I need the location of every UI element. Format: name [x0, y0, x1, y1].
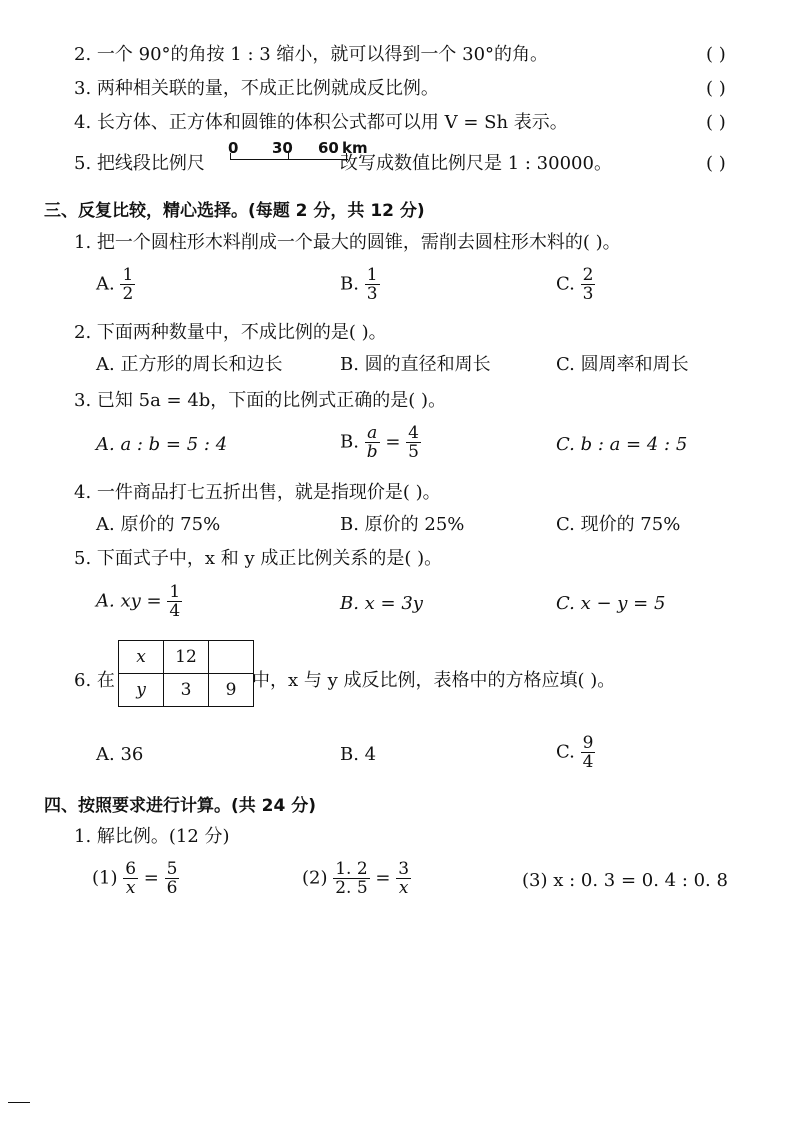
denominator: 2	[122, 284, 134, 304]
denominator: x	[125, 878, 136, 898]
scale-label: 0	[228, 139, 239, 157]
fraction	[365, 424, 380, 461]
denominator: 3	[582, 284, 594, 304]
item-number: 2.	[74, 44, 92, 65]
option-label: B.	[340, 431, 359, 453]
item-number: 4.	[74, 112, 92, 133]
table-cell: 12	[164, 641, 209, 674]
equation-1	[92, 860, 179, 897]
denominator: 2. 5	[335, 878, 368, 898]
question-4-stem: 4. 一件商品打七五折出售，就是指现价是( )。	[74, 482, 441, 503]
option-c[interactable]: C. 现价的 75%	[556, 514, 681, 535]
option-text: A. xy =	[96, 590, 162, 612]
fraction	[581, 734, 596, 771]
fraction	[581, 266, 596, 303]
judge-item-2	[74, 44, 548, 66]
denominator: 4	[169, 601, 181, 621]
numerator: a	[365, 424, 380, 443]
fraction	[120, 266, 135, 303]
numerator: 4	[408, 423, 419, 443]
table-cell: x	[119, 641, 164, 674]
option-a[interactable]: A. 正方形的周长和边长	[96, 354, 283, 375]
scale-unit: km	[342, 139, 368, 157]
equals-sign: =	[143, 867, 159, 889]
fraction	[167, 583, 182, 620]
table-cell: 3	[164, 674, 209, 707]
denominator: 6	[166, 878, 178, 898]
table-cell: y	[119, 674, 164, 707]
item-number: 3.	[74, 78, 92, 99]
option-label: C.	[556, 741, 575, 763]
fraction	[165, 860, 180, 897]
equation-label: (2)	[302, 867, 328, 889]
option-b[interactable]: B. 圆的直径和周长	[340, 354, 491, 375]
denominator: 5	[408, 442, 419, 462]
question-2-stem: 2. 下面两种数量中，不成比例的是( )。	[74, 322, 387, 343]
question-1-stem: 1. 把一个圆柱形木料削成一个最大的圆锥，需削去圆柱形木料的( )。	[74, 232, 621, 253]
option-b[interactable]	[340, 266, 380, 303]
option-label: A.	[96, 273, 115, 295]
denominator: x	[398, 878, 409, 898]
item-text-continued: 改写成数值比例尺是 1 : 30000。	[340, 153, 612, 174]
equals-sign: =	[375, 867, 391, 889]
judge-item-4	[74, 112, 568, 134]
option-a[interactable]: A. a : b = 5 : 4	[96, 434, 228, 455]
table-cell: 9	[209, 674, 254, 707]
scale-bar	[230, 159, 348, 160]
numerator: 6	[125, 859, 137, 879]
scale-tick	[230, 153, 231, 159]
fraction	[333, 860, 369, 897]
fraction	[406, 424, 421, 461]
denominator: 4	[582, 752, 594, 772]
page-mark	[8, 1102, 30, 1103]
fraction	[365, 266, 380, 303]
numerator: 9	[582, 733, 594, 753]
numerator: 1. 2	[335, 859, 368, 879]
option-c[interactable]: C. b : a = 4 : 5	[556, 434, 688, 455]
section-title: 三、反复比较，精心选择。(每题 2 分，共 12 分)	[44, 201, 425, 221]
fraction	[396, 860, 411, 897]
question-6-stem-post: 中，x 与 y 成反比例，表格中的方格应填( )。	[252, 670, 616, 691]
equation-2	[302, 860, 411, 897]
denominator: b	[366, 442, 378, 462]
judge-item-5	[74, 153, 205, 175]
option-b[interactable]	[340, 424, 421, 461]
option-c[interactable]: C. 圆周率和周长	[556, 354, 689, 375]
option-label: C.	[556, 273, 575, 295]
option-b[interactable]: B. 原价的 25%	[340, 514, 465, 535]
answer-blank[interactable]: ( )	[706, 112, 726, 133]
option-a[interactable]: A. 36	[96, 744, 144, 765]
numerator: 1	[366, 265, 378, 285]
item-number: 5.	[74, 153, 92, 174]
numerator: 5	[166, 859, 178, 879]
numerator: 2	[582, 265, 594, 285]
option-label: B.	[340, 273, 359, 295]
subsection-title: 1. 解比例。(12 分)	[74, 826, 230, 847]
item-text: 把线段比例尺	[96, 153, 205, 174]
item-text: 长方体、正方体和圆锥的体积公式都可以用 V = Sh 表示。	[96, 112, 568, 133]
section-title: 四、按照要求进行计算。(共 24 分)	[44, 796, 317, 816]
answer-blank[interactable]: ( )	[706, 78, 726, 99]
option-c[interactable]	[556, 266, 595, 303]
judge-item-3	[74, 78, 439, 100]
option-a[interactable]	[96, 266, 135, 303]
xy-table	[118, 640, 254, 707]
option-b[interactable]: B. 4	[340, 744, 377, 765]
equation-3: (3) x : 0. 3 = 0. 4 : 0. 8	[522, 870, 728, 891]
numerator: 1	[169, 582, 181, 602]
option-b[interactable]: B. x = 3y	[340, 593, 423, 614]
answer-blank[interactable]: ( )	[706, 44, 726, 65]
item-text: 一个 90°的角按 1 : 3 缩小，就可以得到一个 30°的角。	[96, 44, 549, 65]
option-a[interactable]	[96, 583, 182, 620]
option-c[interactable]: C. x − y = 5	[556, 593, 666, 614]
question-3-stem: 3. 已知 5a = 4b，下面的比例式正确的是( )。	[74, 390, 447, 411]
scale-tick	[288, 153, 289, 159]
option-c[interactable]	[556, 734, 595, 771]
question-5-stem: 5. 下面式子中，x 和 y 成正比例关系的是( )。	[74, 548, 443, 569]
option-a[interactable]: A. 原价的 75%	[96, 514, 221, 535]
numerator: 1	[122, 265, 134, 285]
scale-label: 60	[318, 139, 339, 157]
fraction	[123, 860, 138, 897]
scale-label: 30	[272, 139, 293, 157]
equation-label: (1)	[92, 867, 118, 889]
denominator: 3	[366, 284, 378, 304]
table-cell-blank[interactable]	[209, 641, 254, 674]
question-6-stem-pre: 6. 在	[74, 670, 115, 691]
numerator: 3	[398, 859, 410, 879]
answer-blank[interactable]: ( )	[706, 153, 726, 174]
equals-sign: =	[385, 431, 401, 453]
item-text: 两种相关联的量，不成正比例就成反比例。	[96, 78, 439, 99]
